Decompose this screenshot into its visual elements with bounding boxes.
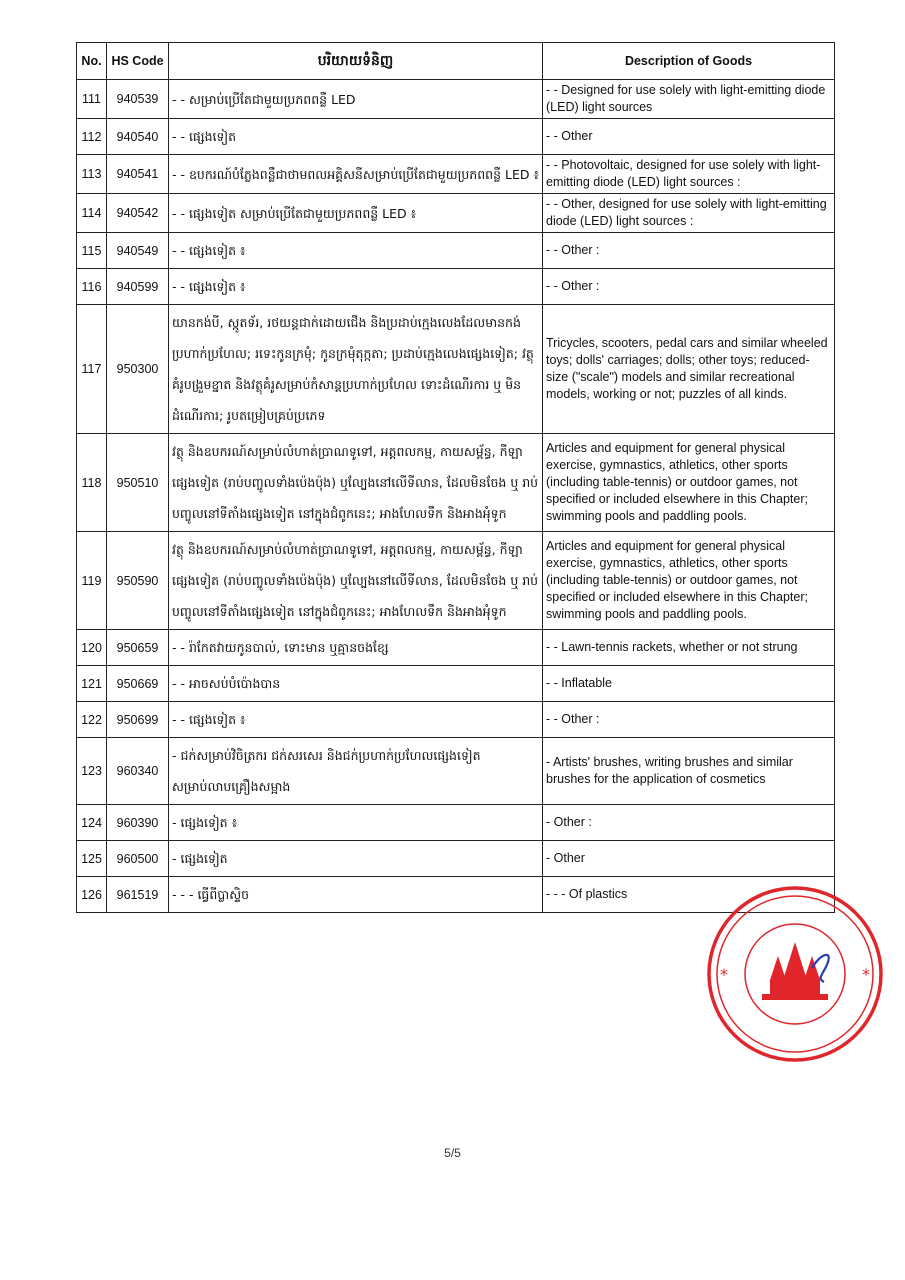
row-number: 123 [77,738,107,805]
english-description: - - Inflatable [543,666,835,702]
khmer-description: - - ឧបករណ៍បំភ្លែងពន្លឺជាថាមពលអគ្គិសនីសម្រាប់ប្រើតែជាមួយប្រភពពន្លឺ LED ៖ [169,155,543,194]
khmer-description: វត្ថុ និងឧបករណ៍សម្រាប់លំហាត់ប្រាណទូទៅ, អត្តពលកម្ម, កាយសម្ព័ន្ធ, កីឡាផ្សេងទៀត (រាប់បញ្ចូលទាំងប៉េងប៉ុង) ឬល្បែងនៅលើទីលាន, ដែលមិនចែង ឬ រាប់បញ្ចូលនៅទីតាំងផ្សេងទៀត នៅក្នុងជំពូកនេះ; អាងហែលទឹក និងអាងអុំទូក [169,532,543,630]
english-description: - - Other : [543,702,835,738]
hs-code: 950699 [107,702,169,738]
table-body [77,80,835,913]
table-row [77,630,835,666]
hs-code: 950510 [107,434,169,532]
row-number: 119 [77,532,107,630]
khmer-description: - - សម្រាប់ប្រើតែជាមួយប្រភពពន្លឺ LED [169,80,543,119]
table-header-row [77,43,835,80]
hs-code: 950590 [107,532,169,630]
table-row [77,194,835,233]
row-number: 116 [77,269,107,305]
khmer-description: - - អាចសប់បំប៉ោងបាន [169,666,543,702]
goods-table [76,42,835,913]
khmer-description: យានកង់បី, ស្កូតទ័រ, រថយន្តជាក់ដោយជើង និងប្រដាប់ក្មេងលេងដែលមានកង់ប្រហាក់ប្រហែល; រទេះកូនក្រមុំ; កូនក្រមុំតុក្កតា; ប្រដាប់ក្មេងលេងផ្សេងទៀត; វត្ថុគំរូបង្រួមខ្នាត និងវត្ថុគំរូសម្រាប់កំសាន្តប្រហាក់ប្រហែល ទោះដំណើរការ ឬ មិនដំណើរការ; រូបតម្រៀបគ្រប់ប្រភេទ [169,305,543,434]
hs-code: 961519 [107,877,169,913]
hs-code: 940549 [107,233,169,269]
row-number: 125 [77,841,107,877]
header-hs-code: HS Code [107,43,169,80]
khmer-description: - - រ៉ាកែតវាយកូនបាល់, ទោះមាន ឬគ្មានចងខ្សែ [169,630,543,666]
english-description: - - Other : [543,233,835,269]
table-row [77,155,835,194]
header-english-description: Description of Goods [543,43,835,80]
english-description: - - Photovoltaic, designed for use solely with light-emitting diode (LED) light sources : [543,155,835,194]
english-description: - - - Of plastics [543,877,835,913]
khmer-description: - ជក់សម្រាប់វិចិត្រករ ជក់សរសេរ និងជក់ប្រហាក់ប្រហែលផ្សេងទៀត សម្រាប់លាបគ្រឿងសម្អាង [169,738,543,805]
khmer-description: - - ផ្សេងទៀត [169,119,543,155]
english-description: - - Other [543,119,835,155]
khmer-description: - ផ្សេងទៀត ៖ [169,805,543,841]
table-row [77,738,835,805]
hs-code: 950669 [107,666,169,702]
table-row [77,434,835,532]
row-number: 121 [77,666,107,702]
row-number: 114 [77,194,107,233]
table-row [77,269,835,305]
hs-code: 940540 [107,119,169,155]
table-row [77,666,835,702]
hs-code: 940541 [107,155,169,194]
khmer-description: - - ផ្សេងទៀត ៖ [169,269,543,305]
english-description: - - Other : [543,269,835,305]
page-number: 5/5 [444,1146,461,1160]
hs-code: 940539 [107,80,169,119]
table-row [77,233,835,269]
row-number: 124 [77,805,107,841]
english-description: - - Other, designed for use solely with light-emitting diode (LED) light sources : [543,194,835,233]
khmer-description: - - ផ្សេងទៀត ៖ [169,702,543,738]
row-number: 120 [77,630,107,666]
table-row [77,119,835,155]
svg-text:*: * [720,965,728,984]
header-no: No. [77,43,107,80]
row-number: 112 [77,119,107,155]
english-description: Articles and equipment for general physical exercise, gymnastics, athletics, other sports (including table-tennis) or outdoor games, not specified or included elsewhere in this Chapter; swimming pools and paddling pools. [543,434,835,532]
khmer-description: - - ផ្សេងទៀត ៖ [169,233,543,269]
english-description: - - Lawn-tennis rackets, whether or not strung [543,630,835,666]
row-number: 117 [77,305,107,434]
english-description: - - Designed for use solely with light-emitting diode (LED) light sources [543,80,835,119]
english-description: - Other : [543,805,835,841]
english-description: - Other [543,841,835,877]
row-number: 118 [77,434,107,532]
row-number: 115 [77,233,107,269]
angkor-icon [762,942,828,1000]
row-number: 126 [77,877,107,913]
hs-code: 960340 [107,738,169,805]
table-row [77,80,835,119]
hs-code: 950659 [107,630,169,666]
row-number: 122 [77,702,107,738]
row-number: 113 [77,155,107,194]
table-row [77,305,835,434]
hs-code: 960390 [107,805,169,841]
header-khmer-description: បរិយាយទំនិញ [169,43,543,80]
table-row [77,805,835,841]
hs-code: 960500 [107,841,169,877]
english-description: - Artists' brushes, writing brushes and similar brushes for the application of cosmetics [543,738,835,805]
hs-code: 950300 [107,305,169,434]
khmer-description: - - - ធ្វើពីប្លាស្ទិច [169,877,543,913]
official-seal [700,882,890,1067]
english-description: Tricycles, scooters, pedal cars and similar wheeled toys; dolls' carriages; dolls; other toys; reduced-size ("scale") models and similar recreational models, working or not; puzzles of all kinds. [543,305,835,434]
svg-text:*: * [862,965,870,984]
table-row [77,702,835,738]
table-row [77,841,835,877]
english-description: Articles and equipment for general physical exercise, gymnastics, athletics, other sports (including table-tennis) or outdoor games, not specified or included elsewhere in this Chapter; swimming pools and paddling pools. [543,532,835,630]
khmer-description: វត្ថុ និងឧបករណ៍សម្រាប់លំហាត់ប្រាណទូទៅ, អត្តពលកម្ម, កាយសម្ព័ន្ធ, កីឡាផ្សេងទៀត (រាប់បញ្ចូលទាំងប៉េងប៉ុង) ឬល្បែងនៅលើទីលាន, ដែលមិនចែង ឬ រាប់បញ្ចូលនៅទីតាំងផ្សេងទៀត នៅក្នុងជំពូកនេះ; អាងហែលទឹក និងអាងអុំទូក [169,434,543,532]
khmer-description: - ផ្សេងទៀត [169,841,543,877]
khmer-description: - - ផ្សេងទៀត សម្រាប់ប្រើតែជាមួយប្រភពពន្លឺ LED ៖ [169,194,543,233]
row-number: 111 [77,80,107,119]
hs-code: 940599 [107,269,169,305]
table-row [77,532,835,630]
hs-code: 940542 [107,194,169,233]
